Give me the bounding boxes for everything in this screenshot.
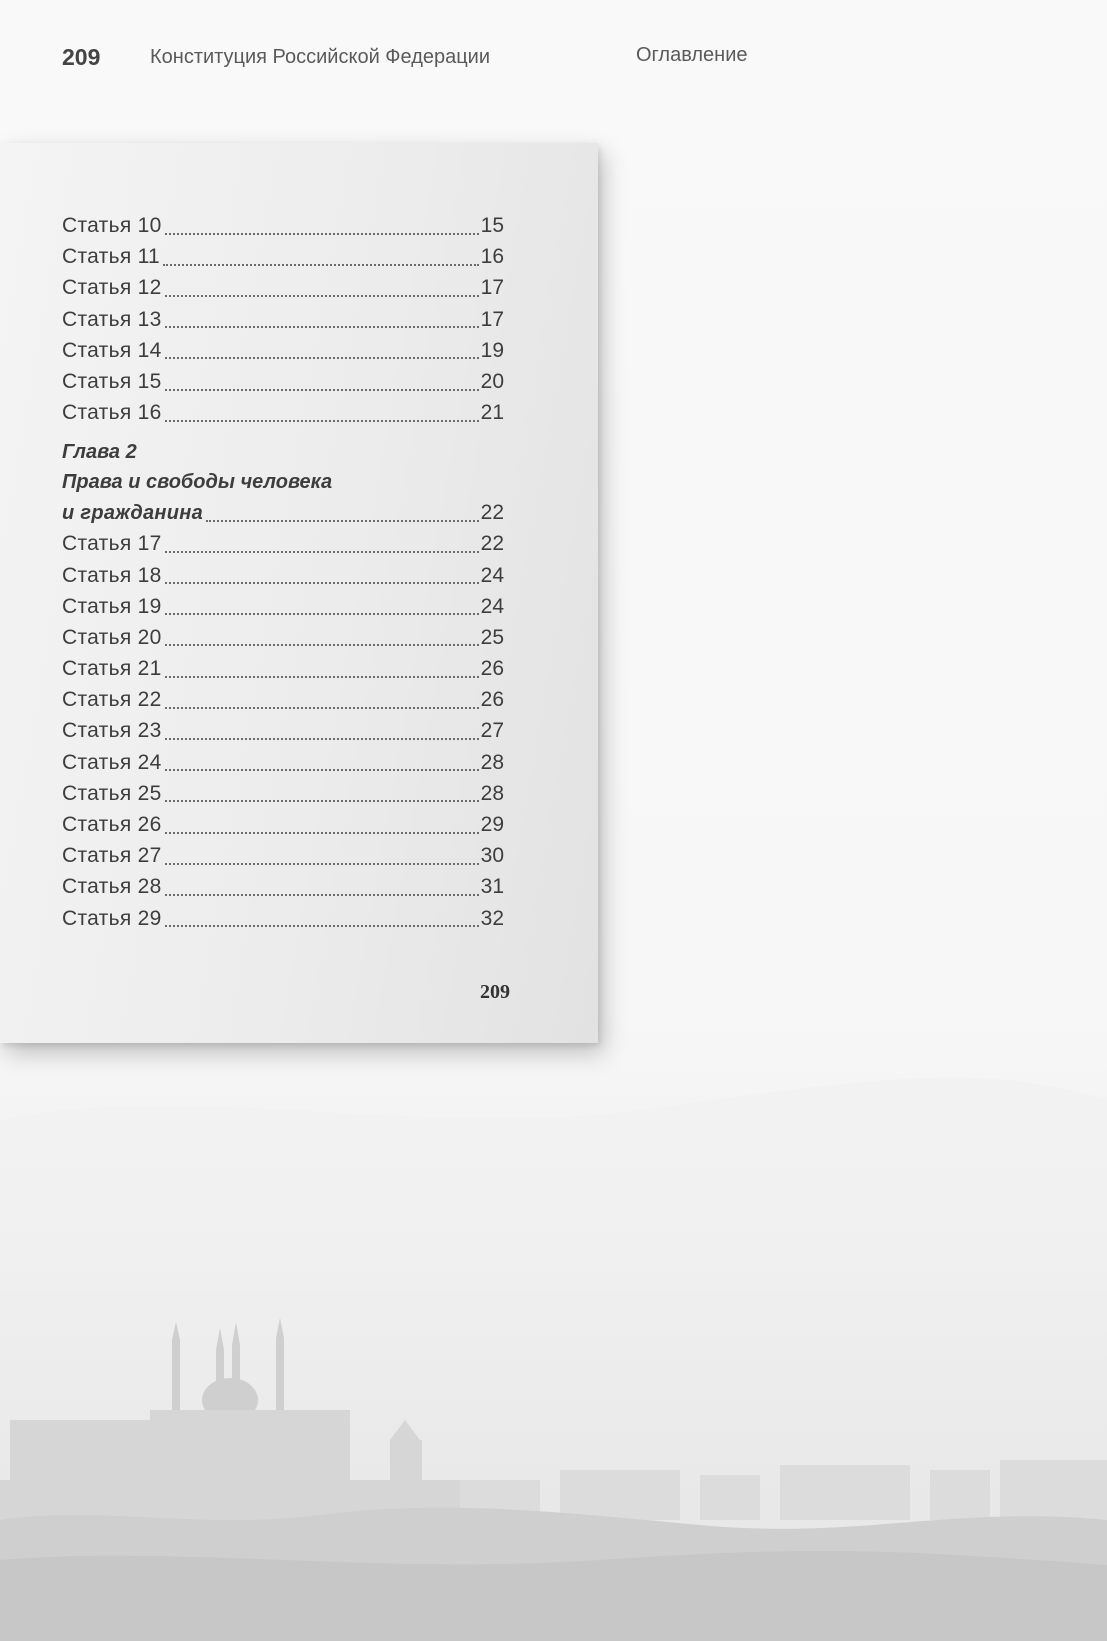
- toc-entry-label: Статья 11: [62, 245, 161, 269]
- toc-entry-page: 25: [480, 625, 504, 649]
- toc-leader-dots: [165, 582, 479, 584]
- toc-leader-dots: [165, 420, 479, 422]
- toc-leader-dots: [165, 863, 479, 865]
- toc-entry-label: Статья 28: [62, 875, 162, 899]
- toc-entry-label: Статья 20: [62, 625, 162, 649]
- toc-entry: [62, 591, 504, 622]
- toc-leader-dots: [165, 551, 479, 553]
- toc-leader-dots: [165, 613, 479, 615]
- toc-leader-dots: [165, 357, 479, 359]
- toc-leader-dots: [165, 769, 479, 771]
- toc-entry-label: Статья 14: [62, 338, 162, 362]
- toc-entry-page: 32: [480, 906, 504, 930]
- toc-leader-dots: [165, 800, 479, 802]
- toc-entry-label: Статья 16: [62, 401, 162, 425]
- toc-entry: [62, 684, 504, 715]
- toc-entry-label: Статья 18: [62, 563, 162, 587]
- toc-entry-label: Статья 23: [62, 719, 162, 743]
- toc-leader-dots: [165, 832, 479, 834]
- toc-leader-dots: [165, 707, 479, 709]
- booklet-page: [0, 143, 598, 1043]
- toc-leader-dots: [165, 894, 479, 896]
- toc-entry-page: 19: [480, 338, 504, 362]
- toc-entry-page: 24: [480, 563, 504, 587]
- toc-leader-dots: [165, 738, 479, 740]
- toc-entry-page: 16: [480, 245, 504, 269]
- chapter-number: Глава 2: [62, 441, 137, 464]
- chapter-title-line1: Права и свободы человека: [62, 470, 333, 493]
- chapter-title-line2: и гражданина: [62, 502, 204, 525]
- toc-entry-page: 22: [480, 532, 504, 556]
- toc-entry: [62, 747, 504, 778]
- toc-entry: [62, 903, 504, 934]
- toc-entry-page: 20: [480, 369, 504, 393]
- table-of-contents: [62, 210, 504, 934]
- toc-entry: [62, 871, 504, 902]
- toc-entry-page: 31: [480, 875, 504, 899]
- toc-entry-page: 26: [480, 657, 504, 681]
- header-page-number: 209: [62, 44, 101, 70]
- toc-leader-dots: [165, 925, 479, 927]
- toc-entry-label: Статья 13: [62, 307, 162, 331]
- toc-entry-page: 17: [480, 276, 504, 300]
- toc-entry: [62, 366, 504, 397]
- toc-entry: [62, 241, 504, 272]
- chapter-page: 22: [480, 501, 504, 525]
- toc-entry-label: Статья 27: [62, 844, 162, 868]
- toc-entry-label: Статья 15: [62, 369, 162, 393]
- toc-leader-dots: [163, 264, 479, 266]
- running-header: [62, 40, 1067, 80]
- toc-entry-label: Статья 26: [62, 813, 162, 836]
- toc-entry-page: 24: [480, 594, 504, 618]
- toc-entry-label: Статья 25: [62, 781, 162, 805]
- toc-entry: [62, 560, 504, 591]
- toc-entry-label: Статья 12: [62, 276, 162, 300]
- toc-entry: [62, 778, 504, 809]
- toc-entry-label: Статья 22: [62, 688, 162, 712]
- toc-entry-page: 29: [480, 813, 504, 836]
- toc-entry-page: 28: [480, 781, 504, 805]
- toc-entry-page: 27: [480, 719, 504, 743]
- toc-entry-page: 26: [480, 688, 504, 712]
- toc-entry: [62, 653, 504, 684]
- toc-leader-dots: [206, 520, 479, 522]
- toc-entry-page: 30: [480, 844, 504, 868]
- toc-entry: [62, 397, 504, 428]
- toc-entry: [62, 272, 504, 303]
- toc-entry: [62, 304, 504, 335]
- toc-leader-dots: [165, 389, 479, 391]
- toc-entry: [62, 335, 504, 366]
- toc-leader-dots: [165, 326, 479, 328]
- toc-entry-label: Статья 24: [62, 750, 162, 774]
- toc-leader-dots: [165, 644, 479, 646]
- toc-leader-dots: [165, 676, 479, 678]
- toc-entry-page: 28: [480, 750, 504, 774]
- toc-entry-label: Статья 21: [62, 657, 162, 681]
- toc-entry: [62, 622, 504, 653]
- header-section-title: Оглавление: [636, 44, 748, 66]
- chapter-title-line2-row: [62, 497, 504, 528]
- toc-entry: [62, 715, 504, 746]
- toc-entry-label: Статья 19: [62, 594, 162, 618]
- toc-leader-dots: [165, 233, 479, 235]
- toc-entry-label: Статья 17: [62, 532, 162, 556]
- toc-leader-dots: [165, 295, 479, 297]
- toc-entry: [62, 809, 504, 840]
- toc-entry: [62, 528, 504, 559]
- toc-entry-label: Статья 29: [62, 906, 162, 930]
- toc-entry-page: 21: [480, 401, 504, 425]
- toc-entry-page: 15: [480, 214, 504, 237]
- toc-chapter-heading: [62, 438, 504, 528]
- header-book-title: Конституция Российской Федерации: [150, 46, 491, 68]
- toc-entry-page: 17: [480, 307, 504, 331]
- toc-entry: [62, 840, 504, 871]
- toc-entry: [62, 210, 504, 241]
- toc-entry-label: Статья 10: [62, 214, 162, 237]
- booklet-page-number: 209: [480, 981, 510, 1003]
